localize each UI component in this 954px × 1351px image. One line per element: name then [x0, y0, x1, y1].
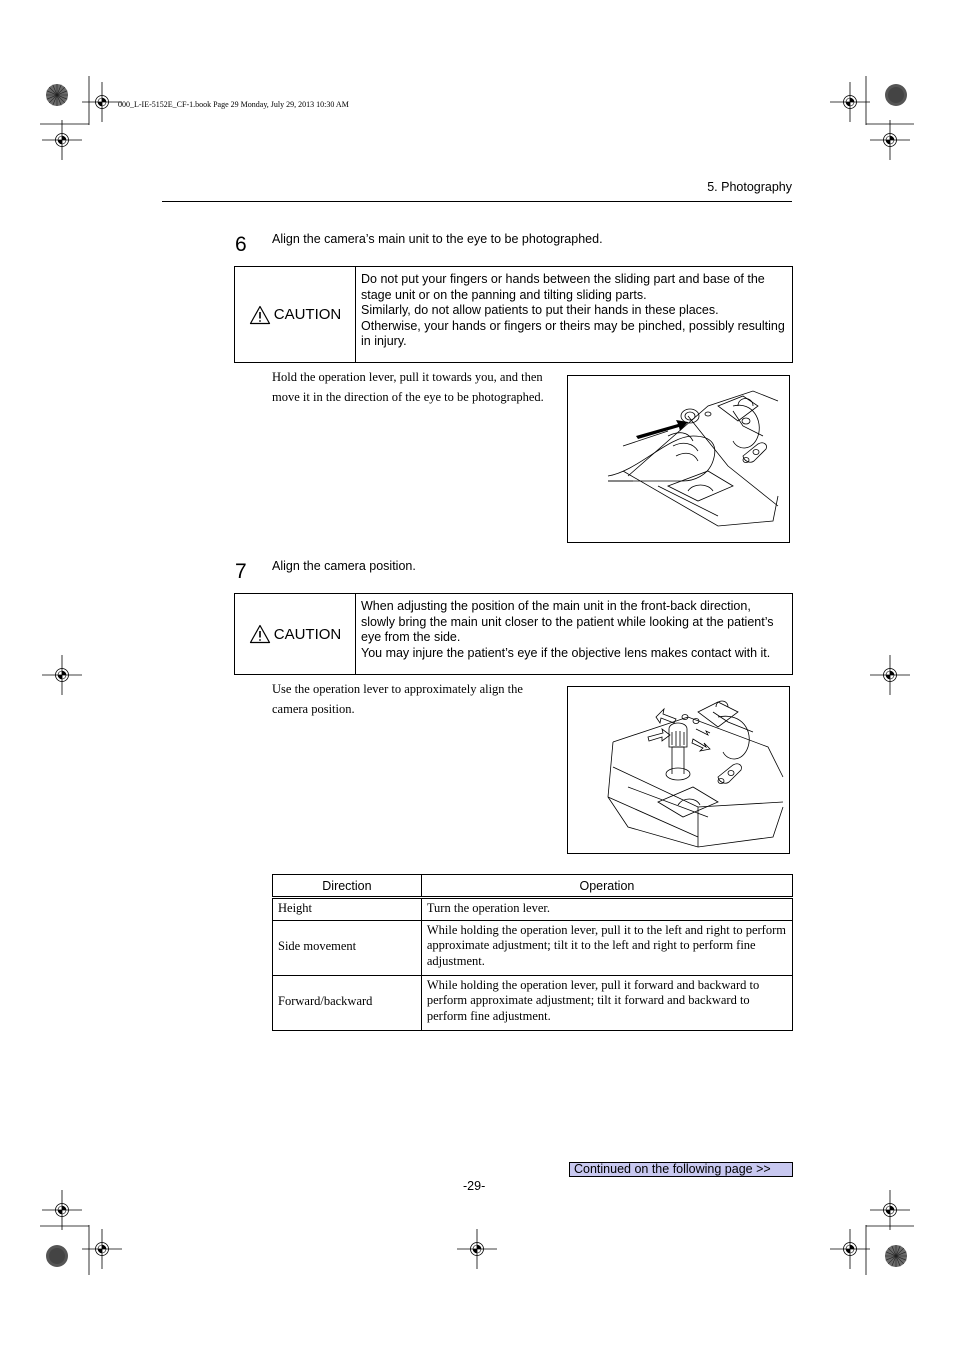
- step-6-body-text: Hold the operation lever, pull it towards you, and then move it in the direction of the eye to be photographed.: [272, 370, 544, 404]
- caution-label-cell: [235, 594, 356, 674]
- caution-label-cell: [235, 267, 356, 362]
- table-cell-direction: Forward/backward: [273, 975, 422, 1030]
- caution-paragraph: Otherwise, your hands or fingers or theirs may be pinched, possibly resulting in injury.: [361, 318, 785, 348]
- table-cell-operation: Turn the operation lever.: [421, 898, 792, 921]
- lever-directions-illustration: [568, 687, 789, 853]
- table-row: [273, 898, 793, 921]
- table-cell-operation: While holding the operation lever, pull it to the left and right to perform approximate adjustment; tilt it to the left and right to perform fine adjustment.: [421, 920, 792, 975]
- table-header-row: [273, 875, 793, 898]
- illustration-pull-lever: [567, 375, 790, 543]
- pull-arrow-icon: [636, 420, 688, 439]
- step-7-number: 7: [235, 560, 247, 583]
- caution-paragraph: Similarly, do not allow patients to put their hands in these places.: [361, 303, 719, 317]
- crop-mark-top-left: [40, 76, 122, 160]
- registration-mark-mid-left: [42, 655, 82, 695]
- warning-triangle-icon: [249, 624, 271, 644]
- step-7-text: Align the camera position.: [272, 559, 416, 573]
- table-cell-direction: Side movement: [273, 920, 422, 975]
- table-header-operation: Operation: [421, 875, 792, 898]
- table-row: [273, 920, 793, 975]
- table-cell-direction: Height: [273, 898, 422, 921]
- step-6-number: 6: [235, 233, 247, 256]
- caution-paragraph: You may injure the patient’s eye if the objective lens makes contact with it.: [361, 645, 771, 660]
- file-info: 000_L-IE-5152E_CF-1.book Page 29 Monday, July 29, 2013 10:30 AM: [118, 100, 349, 109]
- warning-triangle-icon: [249, 305, 271, 325]
- crop-mark-top-right: [830, 76, 914, 160]
- camera-lever-illustration: [568, 376, 789, 542]
- caution-paragraph: When adjusting the position of the main unit in the front-back direction, slowly bring the main unit closer to the patient while looking at the patient’s eye from the side.: [361, 599, 774, 644]
- table-cell-operation: While holding the operation lever, pull it forward and backward to perform approximate adjustment; tilt it forward and backward to perform fine adjustment.: [421, 975, 792, 1030]
- crop-mark-bottom-right: [830, 1190, 914, 1275]
- caution-box-step-6: [234, 266, 793, 363]
- caution-text-cell: [356, 594, 792, 674]
- caution-box-step-7: [234, 593, 793, 675]
- crop-mark-bottom-left: [40, 1190, 122, 1275]
- step-7-body-text: Use the operation lever to approximately align the camera position.: [272, 682, 523, 716]
- caution-label: CAUTION: [273, 306, 342, 323]
- table-header-direction: Direction: [273, 875, 422, 898]
- continued-on-next-page: Continued on the following page >>: [569, 1162, 793, 1177]
- step-6-text: Align the camera’s main unit to the eye to be photographed.: [272, 232, 603, 246]
- illustration-lever-directions: [567, 686, 790, 854]
- caution-text-cell: [356, 267, 792, 362]
- registration-mark-mid-right: [870, 655, 910, 695]
- caution-paragraph: Do not put your fingers or hands between the sliding part and base of the stage unit or on the panning and tilting sliding parts.: [361, 272, 765, 302]
- section-header: 5. Photography: [707, 180, 792, 194]
- caution-label: CAUTION: [273, 625, 342, 643]
- table-row: [273, 975, 793, 1030]
- operations-table: [272, 874, 793, 1031]
- header-rule: [162, 201, 792, 202]
- page-number: -29-: [463, 1179, 486, 1193]
- registration-mark-bottom-center: [457, 1229, 497, 1269]
